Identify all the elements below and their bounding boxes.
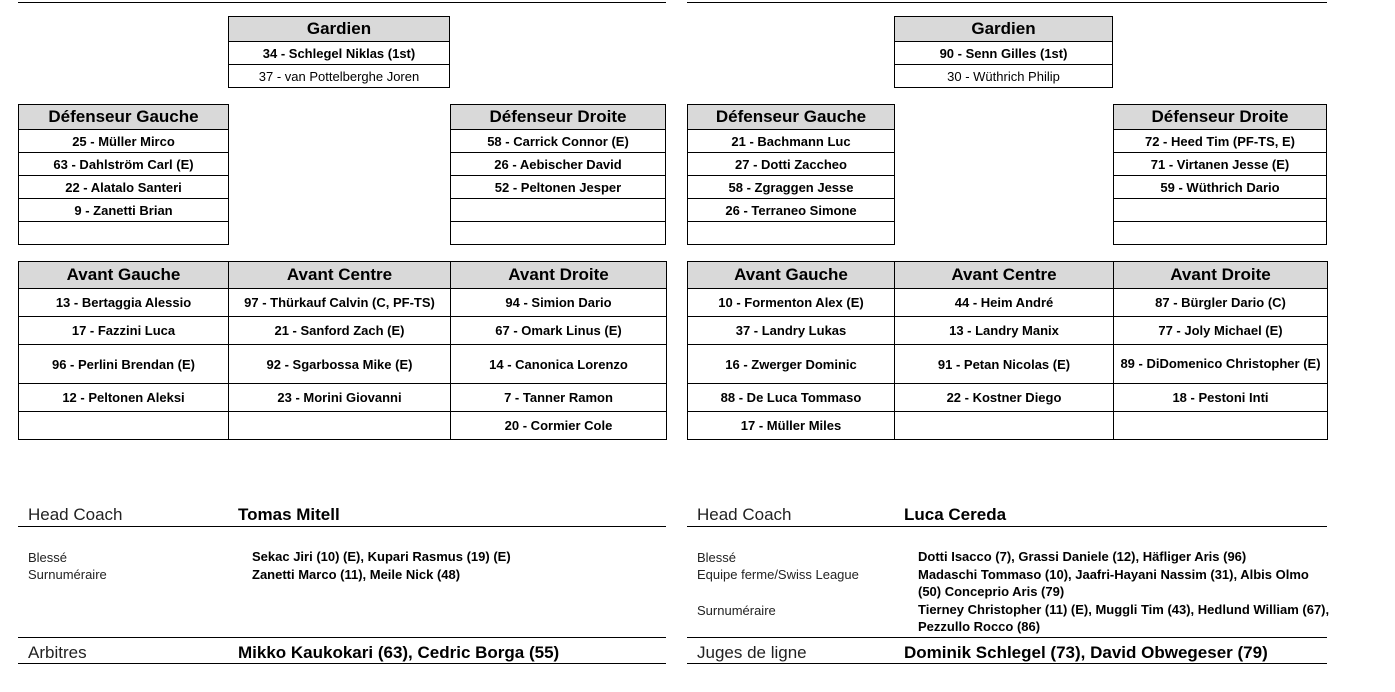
right-coach-name: Luca Cereda	[904, 505, 1007, 524]
left-def-right-1: 58 - Carrick Connor (E)	[451, 130, 666, 153]
right-def-right-3: 59 - Wüthrich Dario	[1114, 176, 1327, 199]
right-officials-names: Dominik Schlegel (73), David Obwegeser (79)	[904, 643, 1268, 662]
left-goalie-1: 34 - Schlegel Niklas (1st)	[229, 42, 450, 65]
left-coach-label: Head Coach	[28, 505, 123, 524]
right-fwd-cell: 17 - Müller Miles	[688, 412, 895, 440]
right-goalie-1: 90 - Senn Gilles (1st)	[895, 42, 1113, 65]
right-officials-label: Juges de ligne	[697, 643, 807, 662]
right-fwd-cell: 18 - Pestoni Inti	[1114, 384, 1328, 412]
right-fwd-cell: 77 - Joly Michael (E)	[1114, 317, 1328, 345]
right-farm-label: Equipe ferme/Swiss League	[697, 567, 859, 582]
right-fwd-cell: 87 - Bürgler Dario (C)	[1114, 289, 1328, 317]
left-goalie-2: 37 - van Pottelberghe Joren	[229, 65, 450, 88]
right-def-right-1: 72 - Heed Tim (PF-TS, E)	[1114, 130, 1327, 153]
left-def-right-5	[451, 222, 666, 245]
right-fwd-cell: 13 - Landry Manix	[895, 317, 1114, 345]
right-fwd-cell: 16 - Zwerger Dominic	[688, 345, 895, 384]
left-extra-list: Zanetti Marco (11), Meile Nick (48)	[252, 567, 461, 582]
left-fwd-cell: 20 - Cormier Cole	[451, 412, 667, 440]
right-forwards-table	[687, 261, 1328, 440]
right-officials-bottom-divider	[687, 663, 1327, 664]
right-extra-list: Tierney Christopher (11) (E), Muggli Tim (43), Hedlund William (67), Pezzullo Rocco (86)	[918, 602, 1330, 634]
right-def-right-table	[1113, 104, 1327, 245]
left-def-left-header: Défenseur Gauche	[19, 105, 229, 130]
left-fwd-header-right: Avant Droite	[451, 262, 667, 289]
right-def-left-table	[687, 104, 895, 245]
left-goalie-table	[228, 16, 450, 88]
left-fwd-cell: 94 - Simion Dario	[451, 289, 667, 317]
left-officials-bottom-divider	[18, 663, 666, 664]
right-def-left-2: 27 - Dotti Zaccheo	[688, 153, 895, 176]
right-fwd-cell: 10 - Formenton Alex (E)	[688, 289, 895, 317]
left-fwd-cell: 14 - Canonica Lorenzo	[451, 345, 667, 384]
left-fwd-cell: 13 - Bertaggia Alessio	[19, 289, 229, 317]
right-fwd-header-center: Avant Centre	[895, 262, 1114, 289]
left-fwd-cell	[229, 412, 451, 440]
left-fwd-cell: 21 - Sanford Zach (E)	[229, 317, 451, 345]
right-fwd-header-left: Avant Gauche	[688, 262, 895, 289]
right-fwd-cell	[895, 412, 1114, 440]
left-fwd-cell	[19, 412, 229, 440]
right-fwd-cell	[1114, 412, 1328, 440]
right-fwd-cell: 91 - Petan Nicolas (E)	[895, 345, 1114, 384]
left-fwd-cell: 12 - Peltonen Aleksi	[19, 384, 229, 412]
left-fwd-cell: 96 - Perlini Brendan (E)	[19, 345, 229, 384]
left-def-right-header: Défenseur Droite	[451, 105, 666, 130]
right-fwd-cell: 89 - DiDomenico Christopher (E)	[1114, 345, 1328, 384]
right-officials-top-divider	[687, 637, 1327, 638]
right-injured-label: Blessé	[697, 550, 737, 565]
right-def-right-2: 71 - Virtanen Jesse (E)	[1114, 153, 1327, 176]
left-def-right-2: 26 - Aebischer David	[451, 153, 666, 176]
right-fwd-cell: 44 - Heim André	[895, 289, 1114, 317]
right-def-left-1: 21 - Bachmann Luc	[688, 130, 895, 153]
right-goalie-header: Gardien	[895, 17, 1113, 42]
left-def-right-4	[451, 199, 666, 222]
right-def-right-5	[1114, 222, 1327, 245]
right-goalie-table	[894, 16, 1113, 88]
left-top-border	[18, 0, 666, 3]
right-def-right-header: Défenseur Droite	[1114, 105, 1327, 130]
left-fwd-cell: 7 - Tanner Ramon	[451, 384, 667, 412]
left-extra-label: Surnuméraire	[28, 567, 107, 582]
left-fwd-cell: 97 - Thürkauf Calvin (C, PF-TS)	[229, 289, 451, 317]
right-coach-divider	[687, 526, 1327, 527]
right-extra-label: Surnuméraire	[697, 603, 776, 618]
left-goalie-header: Gardien	[229, 17, 450, 42]
right-fwd-header-right: Avant Droite	[1114, 262, 1328, 289]
left-def-left-table	[18, 104, 229, 245]
left-injured-list: Sekac Jiri (10) (E), Kupari Rasmus (19) (E)	[252, 549, 511, 564]
right-coach-label: Head Coach	[697, 505, 792, 524]
left-officials-label: Arbitres	[28, 643, 87, 662]
right-def-left-5	[688, 222, 895, 245]
right-def-left-4: 26 - Terraneo Simone	[688, 199, 895, 222]
left-def-left-1: 25 - Müller Mirco	[19, 130, 229, 153]
left-officials-names: Mikko Kaukokari (63), Cedric Borga (55)	[238, 643, 560, 662]
right-fwd-cell: 88 - De Luca Tommaso	[688, 384, 895, 412]
left-def-right-3: 52 - Peltonen Jesper	[451, 176, 666, 199]
left-def-left-2: 63 - Dahlström Carl (E)	[19, 153, 229, 176]
left-def-right-table	[450, 104, 666, 245]
left-def-left-3: 22 - Alatalo Santeri	[19, 176, 229, 199]
right-top-border	[687, 0, 1327, 3]
left-fwd-cell: 23 - Morini Giovanni	[229, 384, 451, 412]
right-fwd-cell: 37 - Landry Lukas	[688, 317, 895, 345]
right-def-left-header: Défenseur Gauche	[688, 105, 895, 130]
left-fwd-cell: 67 - Omark Linus (E)	[451, 317, 667, 345]
right-farm-list: Madaschi Tommaso (10), Jaafri-Hayani Nassim (31), Albis Olmo (50) Conceprio Aris (79)	[918, 567, 1309, 599]
left-forwards-table	[18, 261, 667, 440]
left-injured-label: Blessé	[28, 550, 68, 565]
left-fwd-header-center: Avant Centre	[229, 262, 451, 289]
left-fwd-cell: 17 - Fazzini Luca	[19, 317, 229, 345]
right-def-left-3: 58 - Zgraggen Jesse	[688, 176, 895, 199]
left-coach-divider	[18, 526, 666, 527]
right-fwd-cell: 22 - Kostner Diego	[895, 384, 1114, 412]
left-fwd-header-left: Avant Gauche	[19, 262, 229, 289]
right-goalie-2: 30 - Wüthrich Philip	[895, 65, 1113, 88]
left-officials-top-divider	[18, 637, 666, 638]
right-def-right-4	[1114, 199, 1327, 222]
left-def-left-5	[19, 222, 229, 245]
right-injured-list: Dotti Isacco (7), Grassi Daniele (12), Häfliger Aris (96)	[918, 549, 1247, 564]
left-fwd-cell: 92 - Sgarbossa Mike (E)	[229, 345, 451, 384]
left-coach-name: Tomas Mitell	[238, 505, 340, 524]
left-def-left-4: 9 - Zanetti Brian	[19, 199, 229, 222]
